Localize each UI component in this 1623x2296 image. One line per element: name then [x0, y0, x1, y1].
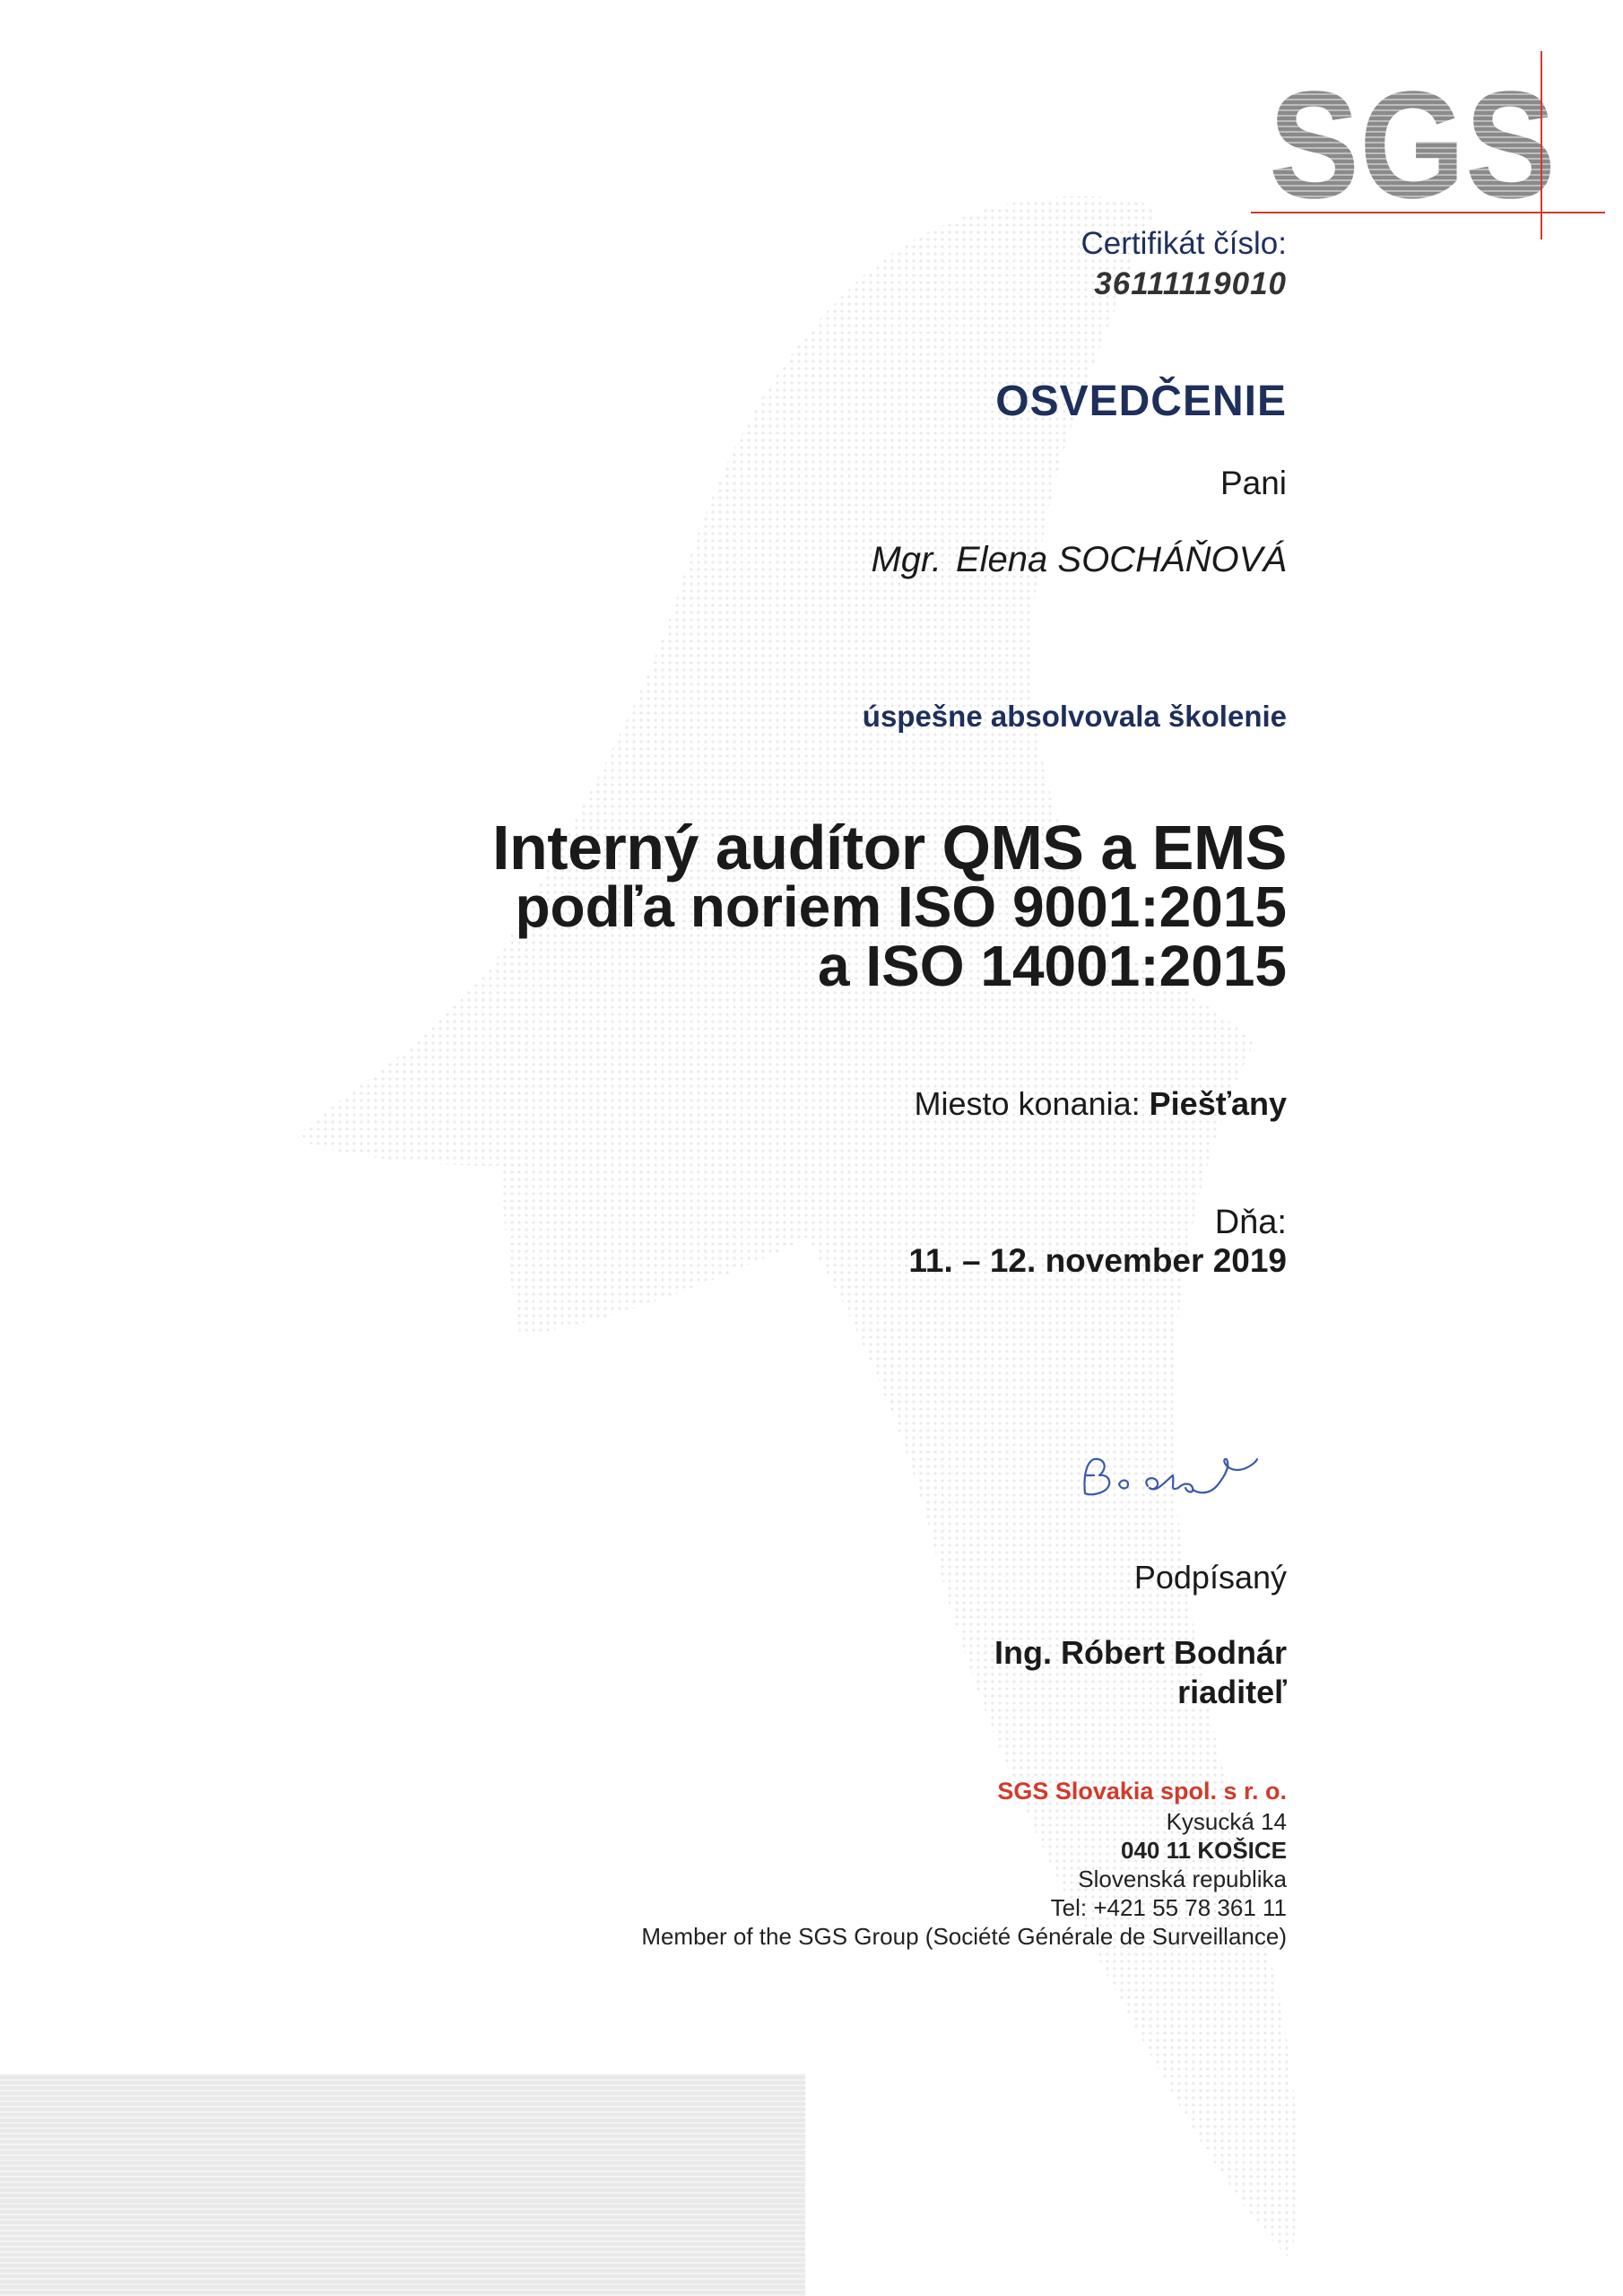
date-value: 11. – 12. november 2019	[908, 1242, 1287, 1279]
svg-text:SGS: SGS	[1269, 60, 1556, 230]
course-title	[492, 813, 1287, 998]
company-street: Kysucká 14	[1166, 1808, 1287, 1835]
certificate-number-label: Certifikát číslo:	[1081, 226, 1287, 261]
course-title-line-1: Interný audítor QMS a EMS	[492, 813, 1287, 883]
course-title-line-3: a ISO 14001:2015	[817, 934, 1287, 998]
document-title: OSVEDČENIE	[995, 378, 1287, 425]
company-name: SGS Slovakia spol. s r. o.	[997, 1778, 1287, 1805]
completion-statement: úspešne absolvovala školenie	[862, 700, 1287, 733]
venue-value: Piešťany	[1149, 1085, 1287, 1122]
company-city: 040 11 KOŠICE	[1121, 1837, 1287, 1864]
company-country: Slovenská republika	[1078, 1866, 1287, 1892]
signer-role: riaditeľ	[1177, 1674, 1287, 1710]
signer-name: Ing. Róbert Bodnár	[994, 1634, 1287, 1671]
course-title-line-2: podľa noriem ISO 9001:2015	[515, 874, 1287, 939]
security-pattern-strip	[0, 2074, 805, 2296]
venue	[915, 1085, 1288, 1123]
date-label: Dňa:	[1214, 1204, 1287, 1241]
company-phone: Tel: +421 55 78 361 11	[1050, 1894, 1287, 1921]
group-membership: Member of the SGS Group (Société Générale de Surveillance)	[641, 1923, 1287, 1950]
handwritten-signature	[1067, 1439, 1273, 1520]
recipient	[871, 540, 1287, 580]
certificate-number: 36111119010	[1094, 266, 1287, 301]
recipient-name: Elena SOCHÁŇOVÁ	[955, 540, 1287, 579]
venue-label: Miesto konania:	[914, 1085, 1141, 1122]
recipient-degree: Mgr.	[871, 540, 942, 579]
salutation: Pani	[1219, 465, 1287, 501]
signed-by-label: Podpísaný	[1133, 1559, 1287, 1596]
sgs-logo	[1251, 47, 1605, 253]
